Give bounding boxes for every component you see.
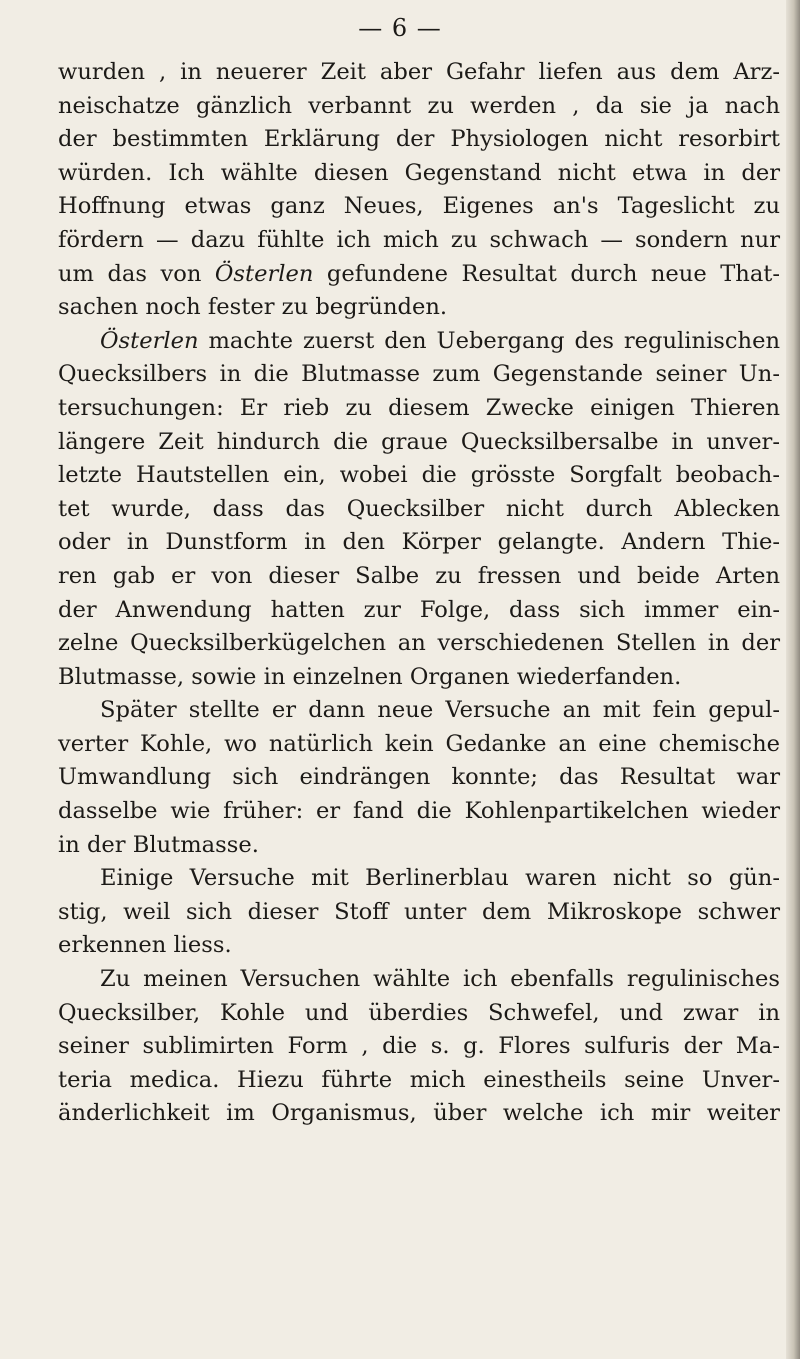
text-line: oder in Dunstform in den Körper gelangte. Andern Thie- xyxy=(58,529,780,556)
text-line: Einige Versuche mit Berlinerblau waren nicht so gün- xyxy=(100,865,780,892)
text-line: der bestimmten Erklärung der Physiologen nicht resorbirt xyxy=(58,126,780,153)
text-line: Zu meinen Versuchen wählte ich ebenfalls regulinisches xyxy=(100,966,780,993)
text-line: Quecksilbers in die Blutmasse zum Gegenstande seiner Un- xyxy=(58,361,780,388)
text-line: fördern — dazu fühlte ich mich zu schwach — sondern nur xyxy=(58,226,780,253)
page-edge-shadow xyxy=(786,0,800,1359)
author-name-italic: Österlen xyxy=(214,260,314,287)
text-line: verter Kohle, wo natürlich kein Gedanke an eine chemische xyxy=(58,730,780,757)
text-line: seiner sublimirten Form , die s. g. Flores sulfuris der Ma- xyxy=(58,1033,780,1060)
text-line: tersuchungen: Er rieb zu diesem Zwecke einigen Thieren xyxy=(58,394,780,421)
text-line: tet wurde, dass das Quecksilber nicht durch Ablecken xyxy=(58,495,780,522)
body-text xyxy=(58,56,780,1131)
text-line: wurden , in neuerer Zeit aber Gefahr liefen aus dem Arz- xyxy=(58,59,780,85)
text-line: würden. Ich wählte diesen Gegenstand nicht etwa in der xyxy=(58,159,780,186)
text-line: letzte Hautstellen ein, wobei die grösste Sorgfalt beobach- xyxy=(58,462,780,489)
text-line: um das von Österlen gefundene Resultat durch neue That- xyxy=(58,260,780,287)
text-line: Quecksilber, Kohle und überdies Schwefel, und zwar in xyxy=(58,999,780,1026)
text-line: Später stellte er dann neue Versuche an mit fein gepul- xyxy=(100,697,780,724)
text-line: ren gab er von dieser Salbe zu fressen und beide Arten xyxy=(58,562,780,589)
text-line: neischatze gänzlich verbannt zu werden , da sie ja nach xyxy=(58,92,780,119)
author-name-italic: Österlen xyxy=(100,327,199,354)
text-line: in der Blutmasse. xyxy=(58,831,259,858)
text-line: stig, weil sich dieser Stoff unter dem Mikroskope schwer xyxy=(58,898,780,925)
text-line: änderlichkeit im Organismus, über welche ich mir weiter xyxy=(58,1100,780,1127)
text-line: teria medica. Hiezu führte mich einestheils seine Unver- xyxy=(58,1066,780,1093)
text-line: der Anwendung hatten zur Folge, dass sich immer ein- xyxy=(58,596,780,623)
text-line: Umwandlung sich eindrängen konnte; das Resultat war xyxy=(58,764,780,791)
text-line: Blutmasse, sowie in einzelnen Organen wiederfanden. xyxy=(58,663,682,690)
text-line: längere Zeit hindurch die graue Quecksilbersalbe in unver- xyxy=(58,428,780,455)
text-line: sachen noch fester zu begründen. xyxy=(58,294,448,321)
text-line: dasselbe wie früher: er fand die Kohlenpartikelchen wieder xyxy=(58,798,780,825)
text-line: zelne Quecksilberkügelchen an verschiedenen Stellen in der xyxy=(58,630,780,657)
text-line: Österlen machte zuerst den Uebergang des regulinischen xyxy=(100,327,780,354)
text-line: Hoffnung etwas ganz Neues, Eigenes an's Tageslicht zu xyxy=(58,193,780,220)
text-line: erkennen liess. xyxy=(58,932,232,959)
page-number-header: — 6 — xyxy=(358,14,442,42)
